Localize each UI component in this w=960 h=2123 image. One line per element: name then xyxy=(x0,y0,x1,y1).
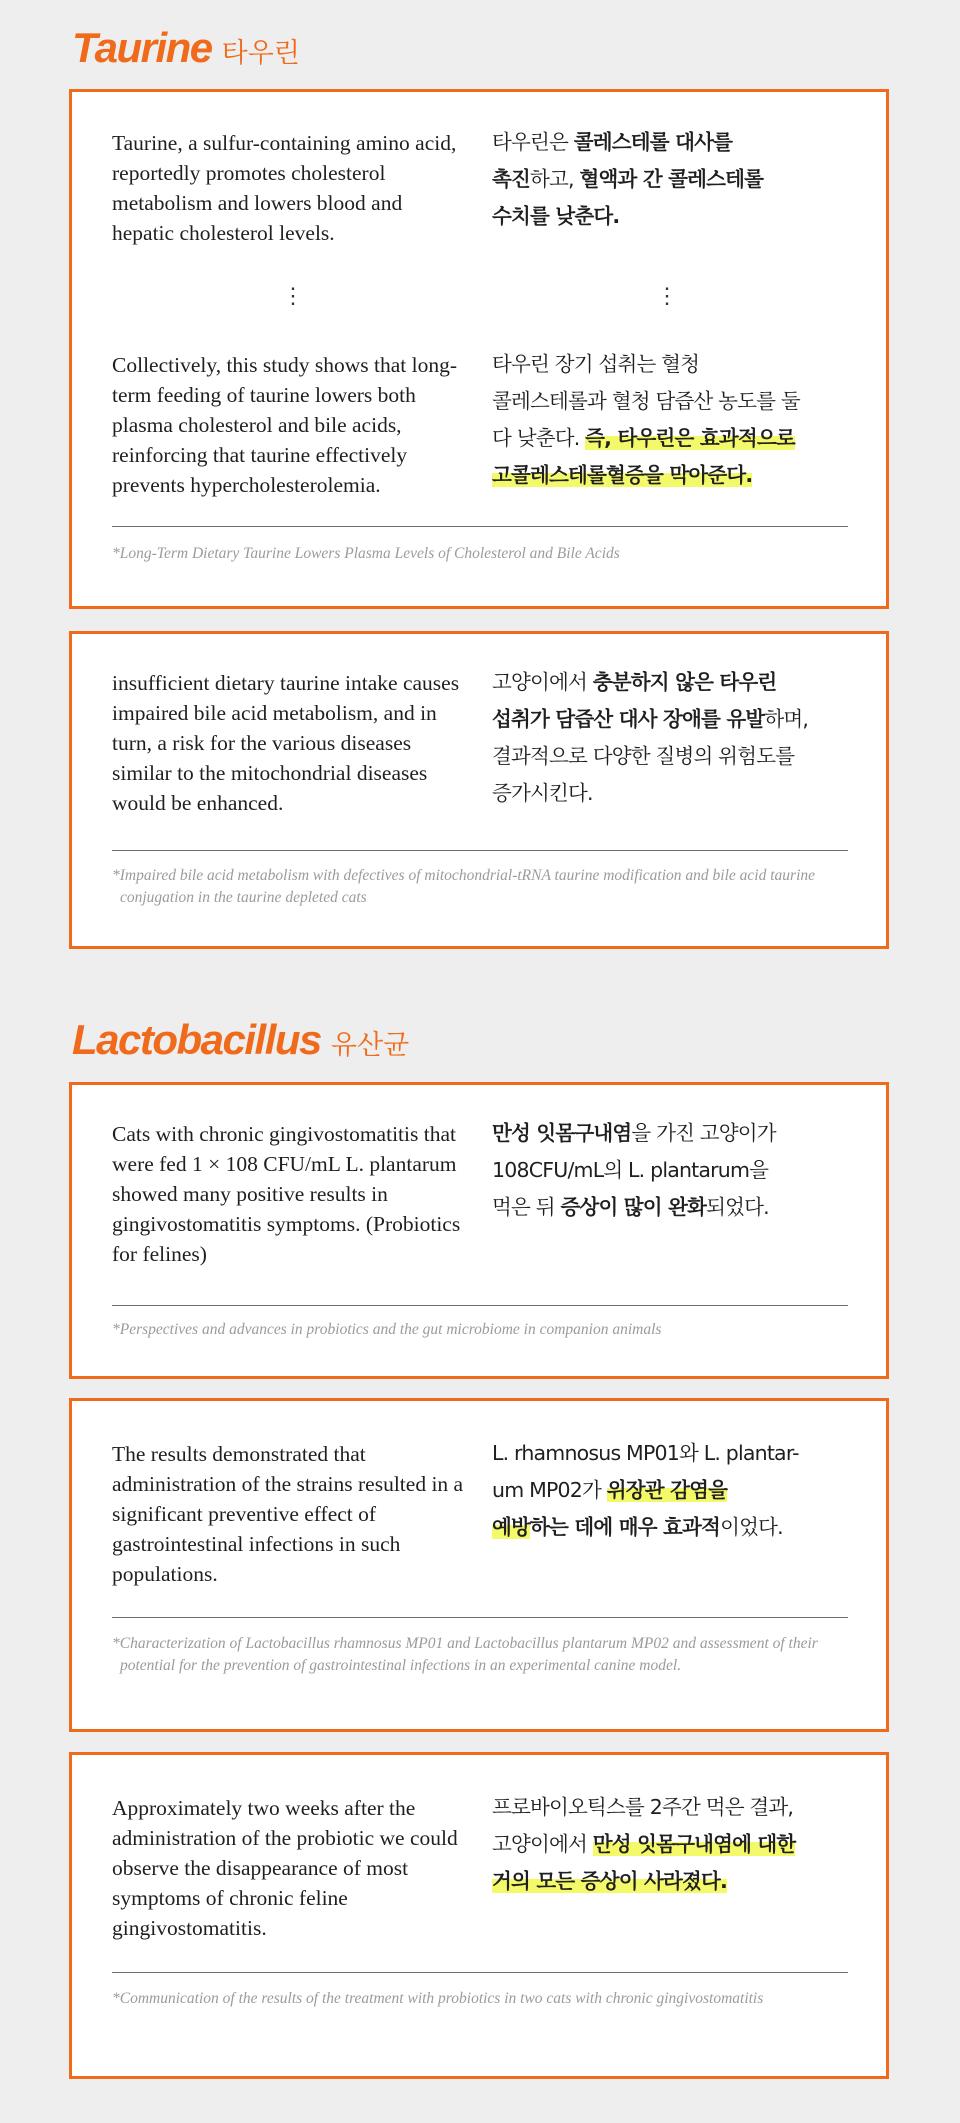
citation: *Long-Term Dietary Taurine Lowers Plasma Levels of Cholesterol and Bile Acids xyxy=(112,545,620,562)
section-title-taurine xyxy=(72,24,300,72)
english-text: Cats with chronic gingivostomatitis that were fed 1 × 108 CFU/mL L. plantarum showed many positive results in gingivostomatitis symptoms. (Probiotics for felines) xyxy=(112,1122,461,1266)
highlight: 예방 xyxy=(492,1515,531,1539)
taurine-card-2 xyxy=(69,631,889,949)
lactobacillus-card-1 xyxy=(69,1082,889,1379)
divider xyxy=(112,1972,848,1973)
section-title-ko: 유산균 xyxy=(330,1030,410,1061)
english-text: insufficient dietary taurine intake causes impaired bile acid metabolism, and in turn, a risk for the various diseases similar to the mitochondrial diseases would be enhanced. xyxy=(112,671,460,815)
card-columns xyxy=(112,1119,846,1279)
card-columns xyxy=(112,668,846,848)
english-text: The results demonstrated that administration of the strains resulted in a significant preventive effect of gastrointestinal infections in such populations. xyxy=(112,1442,464,1586)
highlight: 만성 잇몸구내염에 대한 xyxy=(592,1832,796,1856)
korean-text: L. rhamnosus MP01와 L. plantar- um MP02가 위장관 감염을 예방하는 데에 매우 효과적이었다. xyxy=(492,1441,799,1539)
card-columns xyxy=(112,1793,846,1953)
section-title-en: Lactobacillus xyxy=(72,1016,321,1063)
highlight: 고콜레스테롤혈증을 막아준다. xyxy=(492,463,753,487)
section-title-en: Taurine xyxy=(72,24,212,71)
highlight: 즉, 타우린은 효과적으로 xyxy=(585,426,795,450)
card-columns xyxy=(112,128,846,497)
english-text-top: Taurine, a sulfur-containing amino acid, reportedly promotes cholesterol metabolism and lowers blood and hepatic cholesterol levels. xyxy=(112,131,457,245)
ellipsis-right: ⋮ xyxy=(656,283,678,308)
highlight: 위장관 감염을 xyxy=(606,1478,728,1502)
divider xyxy=(112,850,848,851)
divider xyxy=(112,526,848,527)
citation: *Communication of the results of the treatment with probiotics in two cats with chronic gingivostomatitis xyxy=(112,1990,764,2007)
lactobacillus-card-3 xyxy=(69,1752,889,2079)
korean-text: 만성 잇몸구내염을 가진 고양이가 108CFU/mL의 L. plantarum을 먹은 뒤 증상이 많이 완화되었다. xyxy=(492,1121,776,1219)
citation: *Impaired bile acid metabolism with defectives of mitochondrial-tRNA taurine modification and bile acid taurine conjugation in the taurine depleted cats xyxy=(112,867,816,906)
english-text: Approximately two weeks after the administration of the probiotic we could observe the disappearance of most symptoms of chronic feline gingivostomatitis. xyxy=(112,1796,458,1940)
korean-text-top: 타우린은 콜레스테롤 대사를 촉진하고, 혈액과 간 콜레스테롤 수치를 낮춘다. xyxy=(492,130,764,228)
card-columns xyxy=(112,1439,846,1599)
section-title-lactobacillus xyxy=(72,1016,409,1064)
korean-text: 프로바이오틱스를 2주간 먹은 결과, 고양이에서 만성 잇몸구내염에 대한 거의 모든 증상이 사라졌다. xyxy=(492,1795,796,1893)
korean-text-bottom: 타우린 장기 섭취는 혈청 콜레스테롤과 혈청 담즙산 농도를 둘 다 낮춘다. 즉, 타우린은 효과적으로 고콜레스테롤혈증을 막아준다. xyxy=(492,352,800,487)
citation: *Perspectives and advances in probiotics and the gut microbiome in companion animals xyxy=(112,1321,662,1338)
highlight: 거의 모든 증상이 사라졌다. xyxy=(492,1869,728,1893)
lactobacillus-card-2 xyxy=(69,1398,889,1732)
divider xyxy=(112,1617,848,1618)
korean-text: 고양이에서 충분하지 않은 타우린 섭취가 담즙산 대사 장애를 유발하며, 결과적으로 다양한 질병의 위험도를 증가시킨다. xyxy=(492,670,809,805)
taurine-card-1 xyxy=(69,89,889,609)
ellipsis-left: ⋮ xyxy=(282,283,304,308)
english-text-bottom: Collectively, this study shows that long-term feeding of taurine lowers both plasma cholesterol and bile acids, reinforcing that taurine effectively prevents hypercholesterolemia. xyxy=(112,353,457,497)
divider xyxy=(112,1305,848,1306)
section-title-ko: 타우린 xyxy=(221,38,300,69)
citation: *Characterization of Lactobacillus rhamnosus MP01 and Lactobacillus plantarum MP02 and assessment of their potential for the prevention of gastrointestinal infections in an experimental canine model. xyxy=(112,1635,818,1674)
